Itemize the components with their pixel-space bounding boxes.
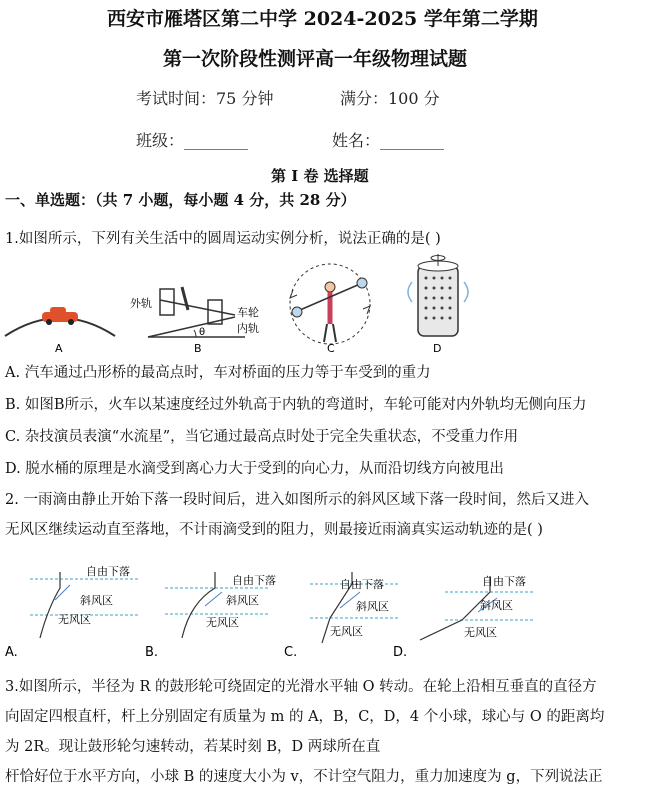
figure-b-theta-label: θ <box>199 327 206 338</box>
section-heading: 一、单选题：（共 7 小题，每小题 4 分，共 28 分） <box>5 191 356 209</box>
q1-stem: 1.如图所示，下列有关生活中的圆周运动实例分析，说法正确的是( ) <box>5 231 441 247</box>
q2-option-c-diagram <box>284 572 400 660</box>
q2-option-b-letter: B. <box>145 645 159 660</box>
figure-c-label: C <box>327 342 335 355</box>
q1-option-a: A. 汽车通过凸形桥的最高点时，车对桥面的压力等于车受到的重力 <box>5 365 431 381</box>
class-field: 班级：________ <box>136 131 249 150</box>
q2-option-a-letter: A. <box>5 645 18 660</box>
figure-b-outer-label: 外轨 <box>130 297 152 310</box>
name-field: 姓名：________ <box>332 131 445 150</box>
figure-a-bridge <box>5 307 115 355</box>
q2-figure <box>0 558 649 663</box>
q2-option-c-letter: C. <box>284 645 298 660</box>
exam-title-line1: 西安市雁塔区第二中学 2024-2025 学年第二学期 <box>107 8 538 30</box>
exam-time: 考试时间：75 分钟 <box>136 89 274 108</box>
q2-option-d-letter: D. <box>393 645 408 660</box>
q2-stem-line2: 无风区继续运动直至落地，不计雨滴受到的阻力，则最接近雨滴真实运动轨迹的是( ) <box>5 522 543 538</box>
q3-line3: 为 2R。现让鼓形轮匀速转动，若某时刻 B，D 两球所在直 <box>5 739 381 755</box>
q2-option-d-diagram <box>393 574 535 660</box>
q2-c-wind-label: 斜风区 <box>356 600 389 613</box>
figure-b-wheel-label: 车轮 <box>237 306 259 319</box>
full-score: 满分：100 分 <box>340 89 440 108</box>
q2-b-free-label: 自由下落 <box>232 574 276 587</box>
figure-a-label: A <box>55 342 63 355</box>
exam-title-line2: 第一次阶段性测评高一年级物理试题 <box>163 48 468 70</box>
q2-option-b-diagram <box>145 572 276 660</box>
figure-c-water-meteor <box>290 264 370 355</box>
figure-b-label: B <box>194 342 202 355</box>
q2-a-calm-label: 无风区 <box>58 613 91 626</box>
figure-b-track <box>130 287 259 355</box>
q2-b-wind-label: 斜风区 <box>226 594 259 607</box>
figure-d-spin-dryer <box>408 254 468 355</box>
q2-b-calm-label: 无风区 <box>206 616 239 629</box>
figure-b-inner-label: 内轨 <box>237 322 259 335</box>
volume-heading: 第 I 卷 选择题 <box>271 167 369 185</box>
q2-d-free-label: 自由下落 <box>482 575 526 588</box>
q2-stem-line1: 2. 一雨滴由静止开始下落一段时间后，进入如图所示的斜风区域下落一段时间，然后又进入 <box>5 492 589 508</box>
q2-d-calm-label: 无风区 <box>464 626 497 639</box>
q1-option-d: D. 脱水桶的原理是水滴受到离心力大于受到的向心力，从而沿切线方向被甩出 <box>5 461 504 477</box>
figure-d-label: D <box>433 342 442 355</box>
q1-option-c: C. 杂技演员表演“水流星”，当它通过最高点时处于完全失重状态，不受重力作用 <box>5 429 519 445</box>
q2-option-a-diagram <box>5 564 140 660</box>
q2-c-calm-label: 无风区 <box>330 625 363 638</box>
q1-option-b: B. 如图B所示，火车以某速度经过外轨高于内轨的弯道时，车轮可能对内外轨均无侧向压力 <box>5 397 587 413</box>
q2-a-free-label: 自由下落 <box>86 565 130 578</box>
q3-line2: 向固定四根直杆，杆上分别固定有质量为 m 的 A，B，C，D，4 个小球，球心与 O 的距离均 <box>5 709 605 725</box>
q3-line1: 3.如图所示，半径为 R 的鼓形轮可绕固定的光滑水平轴 O 转动。在轮上沿相互垂直的直径方 <box>5 679 597 695</box>
q1-figure <box>0 252 649 357</box>
q2-a-wind-label: 斜风区 <box>80 594 113 607</box>
q2-d-wind-label: 斜风区 <box>480 599 513 612</box>
q2-c-free-label: 自由下落 <box>340 578 384 591</box>
q3-line4: 杆恰好位于水平方向，小球 B 的速度大小为 v，不计空气阻力，重力加速度为 g，下列说法正 <box>5 769 603 785</box>
